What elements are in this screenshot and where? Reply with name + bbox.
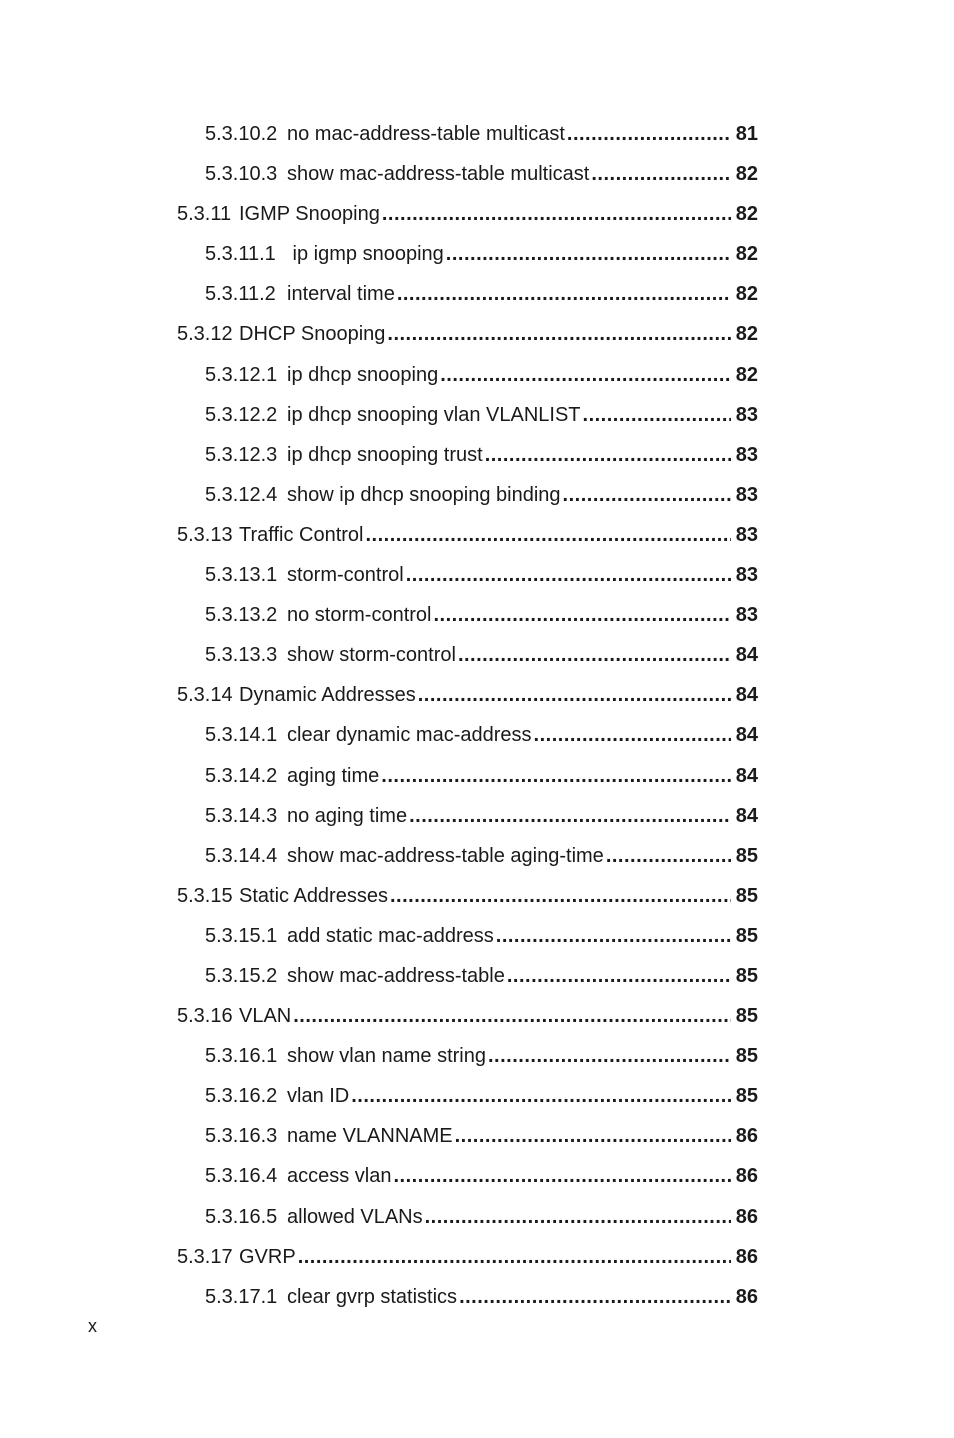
toc-entry-number: 5.3.16.1 (205, 1045, 278, 1068)
toc-entry-number: 5.3.13 (177, 523, 233, 546)
toc-dot-leader (434, 595, 732, 635)
toc-entry-number: 5.3.16.4 (205, 1165, 278, 1188)
toc-entry-page: 85 (735, 964, 758, 987)
toc-entry-page: 86 (735, 1205, 758, 1228)
toc-entry-title: add static mac-address (287, 924, 494, 947)
toc-dot-leader (418, 675, 731, 715)
toc-entry-title: show mac-address-table multicast (287, 163, 590, 186)
toc-entry-page: 85 (735, 1045, 758, 1068)
toc-entry-page: 82 (735, 163, 758, 186)
toc-entry-title: GVRP (239, 1245, 296, 1268)
toc-entry-title: show mac-address-table aging-time (287, 844, 604, 867)
toc-dot-leader (446, 234, 731, 274)
toc-entry[interactable] (177, 595, 758, 635)
toc-entry-number: 5.3.11.2 (205, 283, 276, 306)
toc-dot-leader (563, 475, 731, 515)
toc-entry-number: 5.3.10.2 (205, 123, 278, 145)
toc-entry[interactable] (177, 555, 758, 595)
toc-entry-page: 83 (735, 483, 758, 506)
toc-entry-title: ip dhcp snooping trust (287, 443, 483, 466)
toc-entry[interactable] (177, 1156, 758, 1196)
toc-entry[interactable] (177, 1036, 758, 1076)
toc-entry[interactable] (177, 756, 758, 796)
toc-entry[interactable] (177, 1076, 758, 1116)
toc-entry-page: 82 (735, 323, 758, 346)
toc-dot-leader (583, 395, 731, 435)
toc-entry-page: 84 (735, 804, 758, 827)
toc-entry-title: aging time (287, 764, 380, 787)
toc-entry-page: 84 (735, 644, 758, 667)
toc-entry-number: 5.3.13.2 (205, 604, 278, 627)
toc-dot-leader (406, 555, 731, 595)
toc-entry-page: 82 (735, 283, 758, 306)
toc-entry[interactable] (177, 635, 758, 675)
toc-entry-title: no mac-address-table multicast (287, 123, 565, 145)
toc-entry-number: 5.3.15.2 (205, 964, 278, 987)
toc-entry-page: 86 (735, 1285, 758, 1308)
toc-entry[interactable] (177, 876, 758, 916)
toc-dot-leader (488, 1036, 731, 1076)
toc-dot-leader (507, 956, 731, 996)
toc-dot-leader (458, 635, 731, 675)
toc-dot-leader (567, 114, 731, 154)
toc-dot-leader (382, 194, 731, 234)
toc-entry-number: 5.3.13.3 (205, 644, 278, 667)
toc-entry-page: 82 (735, 203, 758, 226)
toc-entry-number: 5.3.14 (177, 684, 233, 707)
toc-entry-number: 5.3.15.1 (205, 924, 278, 947)
toc-dot-leader (381, 756, 731, 796)
toc-dot-leader (485, 435, 731, 475)
toc-entry-page: 85 (735, 884, 758, 907)
toc-entry-number: 5.3.11 (177, 203, 232, 226)
toc-entry-title: show vlan name string (287, 1045, 486, 1068)
toc-dot-leader (496, 916, 731, 956)
toc-entry-title: show mac-address-table (287, 964, 505, 987)
toc-entry-number: 5.3.12.1 (205, 363, 278, 386)
toc-entry-page: 82 (735, 363, 758, 386)
toc-entry-title: VLAN (239, 1005, 292, 1028)
toc-dot-leader (390, 876, 731, 916)
toc-entry[interactable] (177, 715, 758, 755)
toc-entry-page: 85 (735, 924, 758, 947)
toc-entry[interactable] (177, 1116, 758, 1156)
toc-dot-leader (425, 1197, 731, 1237)
toc-dot-leader (591, 154, 731, 194)
toc-dot-leader (455, 1116, 731, 1156)
toc-entry-title: no aging time (287, 804, 408, 827)
toc-entry-title: ip dhcp snooping vlan VLANLIST (287, 403, 581, 426)
toc-dot-leader (459, 1277, 731, 1317)
toc-dot-leader (394, 1156, 732, 1196)
toc-entry-title: interval time (287, 283, 395, 306)
toc-entry-title: show storm-control (287, 644, 456, 667)
toc-entry-title: show ip dhcp snooping binding (287, 483, 561, 506)
toc-entry[interactable] (177, 194, 758, 234)
toc-dot-leader (351, 1076, 731, 1116)
toc-entry-number: 5.3.14.1 (205, 724, 278, 747)
toc-entry[interactable] (177, 475, 758, 515)
toc-dot-leader (365, 515, 731, 555)
toc-entry-page: 82 (735, 243, 758, 266)
toc-entry[interactable] (177, 114, 758, 154)
toc-entry-number: 5.3.12.3 (205, 443, 278, 466)
toc-dot-leader (293, 996, 731, 1036)
toc-entry-page: 86 (735, 1245, 758, 1268)
toc-entry-number: 5.3.16.5 (205, 1205, 278, 1228)
toc-entry[interactable] (177, 154, 758, 194)
toc-entry-number: 5.3.14.4 (205, 844, 278, 867)
toc-entry[interactable] (177, 355, 758, 395)
toc-dot-leader (440, 355, 731, 395)
toc-entry-page: 86 (735, 1165, 758, 1188)
toc-entry[interactable] (177, 314, 758, 354)
toc-entry[interactable] (177, 1237, 758, 1277)
toc-dot-leader (534, 715, 731, 755)
toc-entry-page: 85 (735, 1005, 758, 1028)
toc-dot-leader (298, 1237, 731, 1277)
toc-entry-title: Dynamic Addresses (239, 684, 416, 707)
toc-entry-page: 84 (735, 764, 758, 787)
toc-entry-number: 5.3.15 (177, 884, 233, 907)
toc-entry-number: 5.3.10.3 (205, 163, 278, 186)
toc-entry-title: clear dynamic mac-address (287, 724, 532, 747)
toc-entry[interactable] (177, 1277, 758, 1317)
toc-entry-number: 5.3.12.4 (205, 483, 278, 506)
toc-entry[interactable] (177, 395, 758, 435)
toc-entry-number: 5.3.17.1 (205, 1285, 278, 1308)
toc-entry-title: ip igmp snooping (287, 243, 444, 266)
toc-entry-number: 5.3.16 (177, 1005, 233, 1028)
toc-dot-leader (606, 836, 731, 876)
toc-entry-number: 5.3.16.2 (205, 1085, 278, 1108)
toc-entry[interactable] (177, 916, 758, 956)
toc-entry[interactable] (177, 274, 758, 314)
toc-entry-page: 86 (735, 1125, 758, 1148)
toc-entry-page: 83 (735, 443, 758, 466)
toc-entry-page: 83 (735, 604, 758, 627)
toc-entry-number: 5.3.14.2 (205, 764, 278, 787)
toc-dot-leader (397, 274, 731, 314)
toc-entry-title: access vlan (287, 1165, 392, 1188)
toc-entry[interactable] (177, 435, 758, 475)
toc-entry-number: 5.3.16.3 (205, 1125, 278, 1148)
toc-entry-number: 5.3.12 (177, 323, 233, 346)
toc-entry-page: 83 (735, 523, 758, 546)
toc-entry[interactable] (177, 234, 758, 274)
toc-entry-number: 5.3.13.1 (205, 564, 278, 587)
toc-entry[interactable] (177, 796, 758, 836)
toc-entry-page: 83 (735, 403, 758, 426)
toc-entry-title: Traffic Control (239, 523, 364, 546)
toc-entry[interactable] (177, 836, 758, 876)
toc-entry-title: vlan ID (287, 1085, 350, 1108)
toc-entry-title: no storm-control (287, 604, 432, 627)
toc-entry-page: 85 (735, 844, 758, 867)
toc-entry-number: 5.3.17 (177, 1245, 233, 1268)
toc-entry-title: ip dhcp snooping (287, 363, 439, 386)
toc-entry-title: allowed VLANs (287, 1205, 423, 1228)
toc-entry[interactable] (177, 1197, 758, 1237)
toc-entry-title: IGMP Snooping (239, 203, 380, 226)
toc-dot-leader (409, 796, 731, 836)
toc-entry[interactable] (177, 675, 758, 715)
toc-dot-leader (387, 314, 731, 354)
toc-entry-number: 5.3.14.3 (205, 804, 278, 827)
toc-entry-page: 84 (735, 684, 758, 707)
toc-entry-title: storm-control (287, 564, 404, 587)
toc-entry-page: 81 (735, 123, 758, 145)
toc-entry-page: 83 (735, 564, 758, 587)
toc-entry-title: Static Addresses (239, 884, 388, 907)
toc-entry[interactable] (177, 956, 758, 996)
table-of-contents (177, 114, 758, 1317)
page-number: x (88, 1316, 97, 1336)
toc-entry[interactable] (177, 996, 758, 1036)
toc-entry-page: 84 (735, 724, 758, 747)
toc-entry-title: DHCP Snooping (239, 323, 386, 346)
toc-entry-title: clear gvrp statistics (287, 1285, 458, 1308)
toc-entry-page: 85 (735, 1085, 758, 1108)
toc-entry-number: 5.3.11.1 (205, 243, 276, 266)
toc-entry[interactable] (177, 515, 758, 555)
toc-entry-title: name VLANNAME (287, 1125, 453, 1148)
toc-entry-number: 5.3.12.2 (205, 403, 278, 426)
